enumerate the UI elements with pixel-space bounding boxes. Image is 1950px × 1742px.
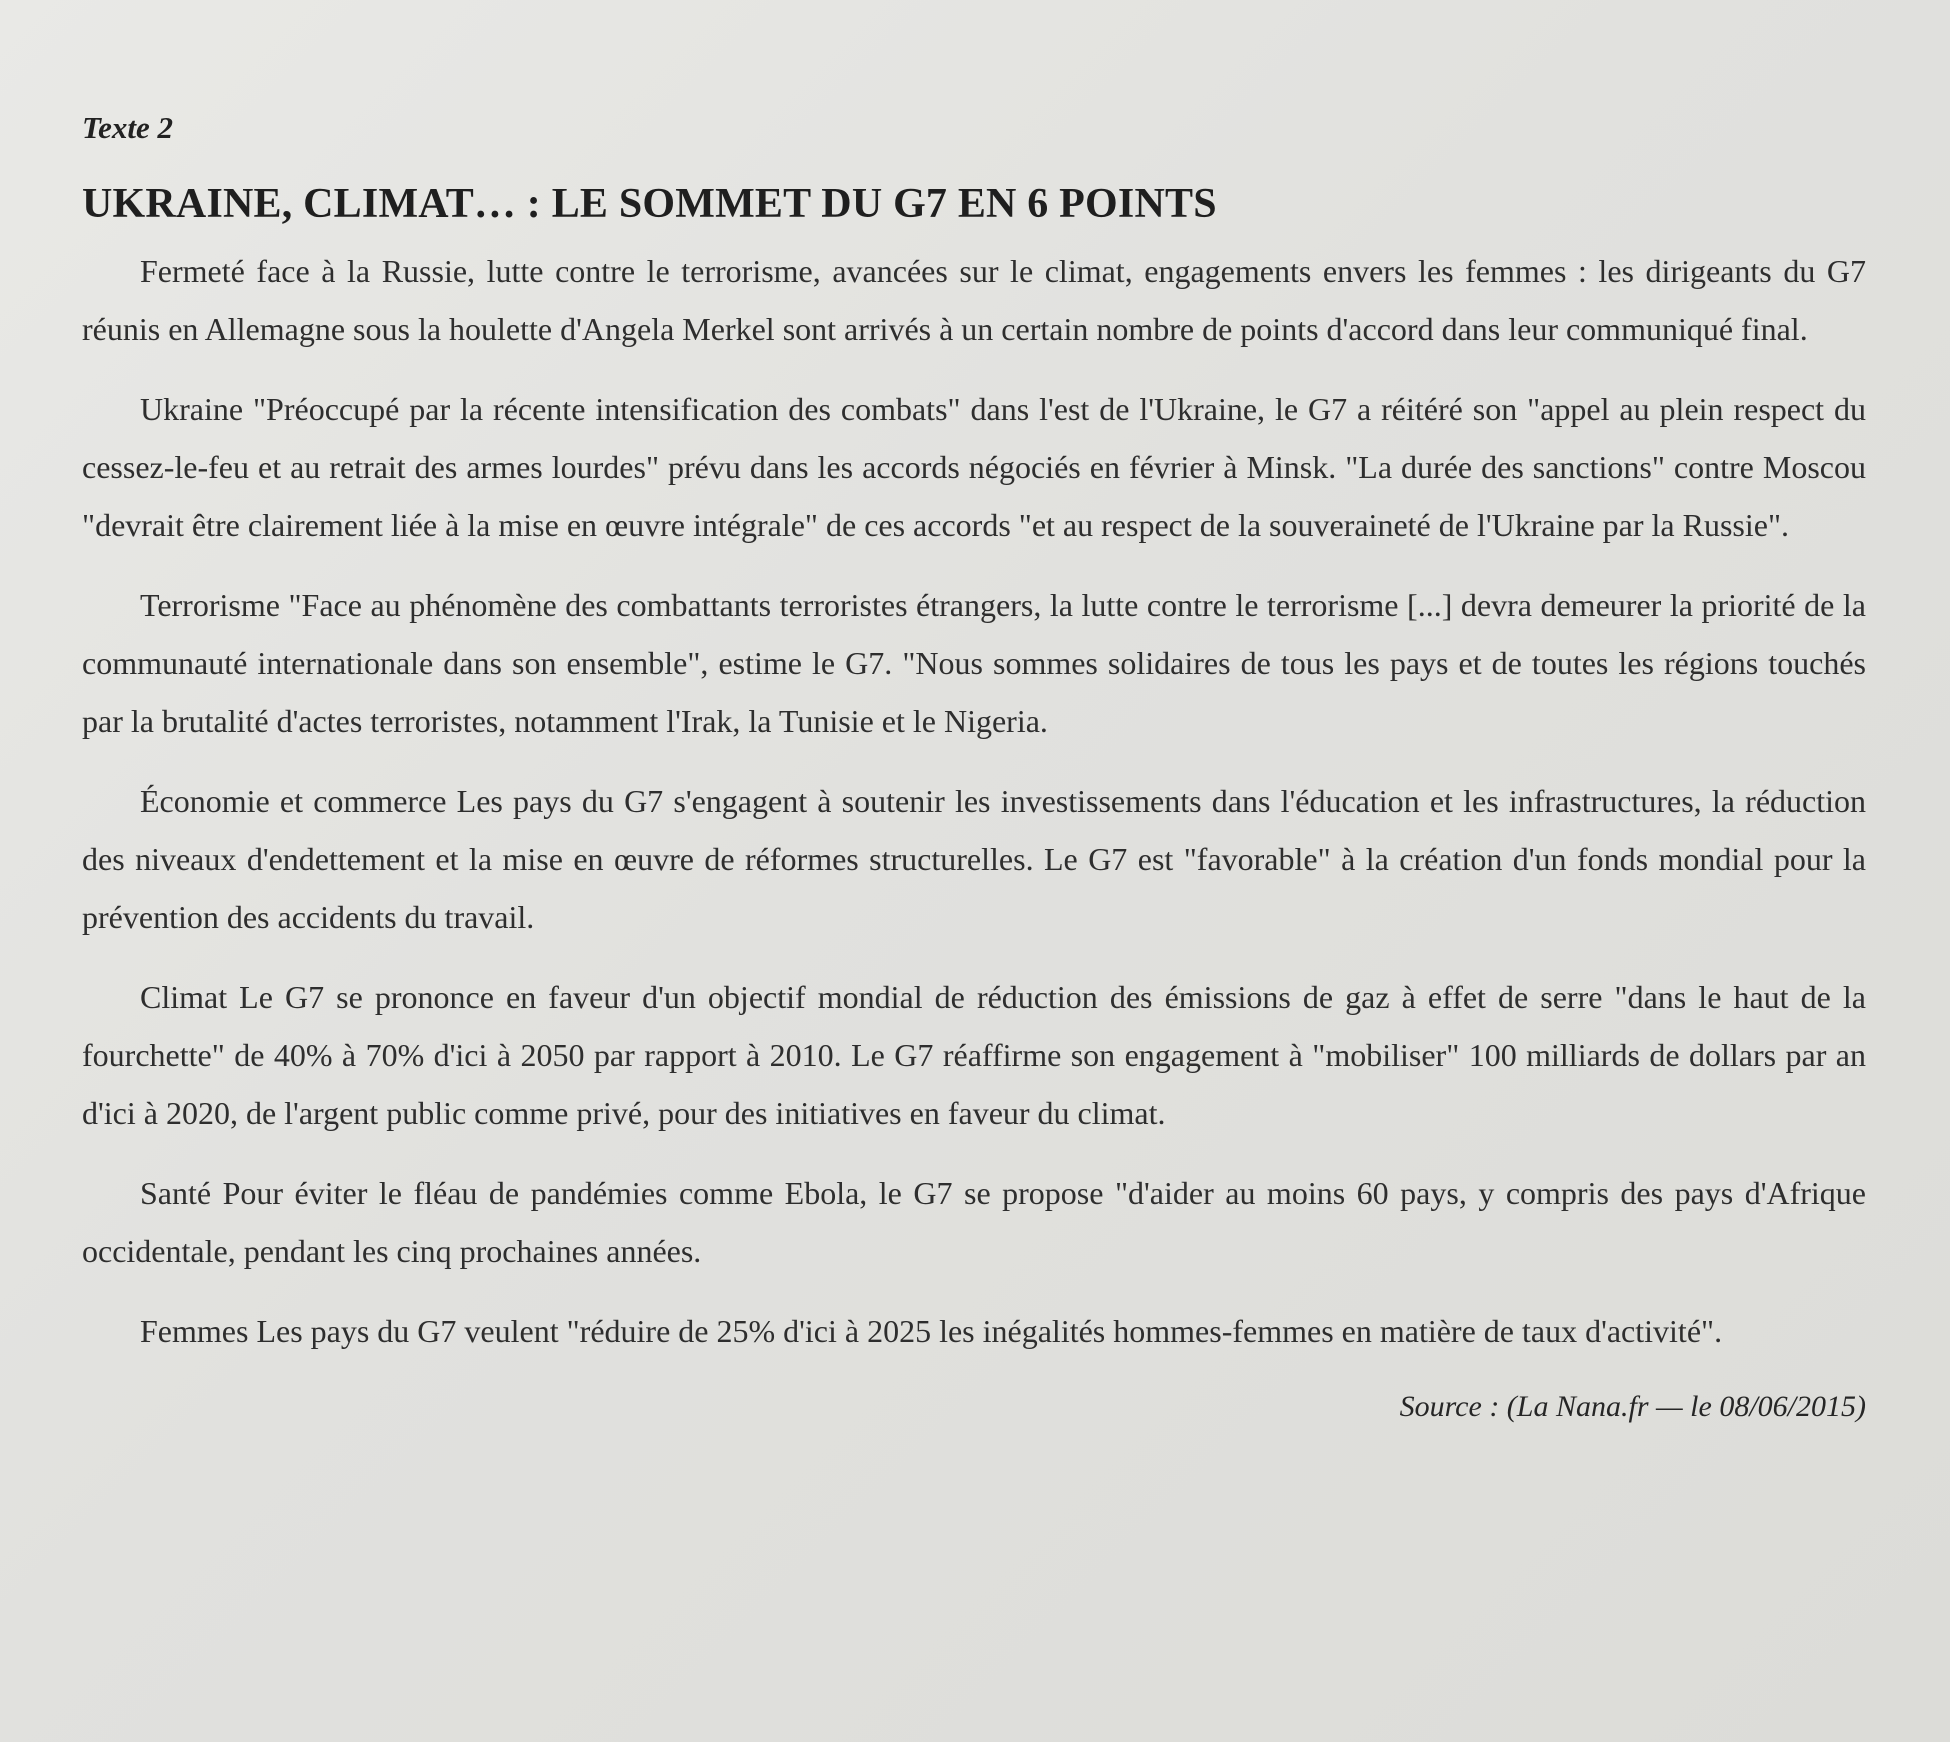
paragraph-sante: Santé Pour éviter le fléau de pandémies comme Ebola, le G7 se propose "d'aider au moins 60 pays, y compris des pays d'Afrique occidentale, pendant les cinq prochaines années. xyxy=(82,1175,1866,1269)
paragraph-ukraine: Ukraine "Préoccupé par la récente intensification des combats" dans l'est de l'Ukraine, le G7 a réitéré son "appel au plein respect du cessez-le-feu et au retrait des armes lourdes" prévu dans les accords négociés en février à Minsk. "La durée des sanctions" contre Moscou "devrait être clairement liée à la mise en œuvre intégrale" de ces accords "et au respect de la souveraineté de l'Ukraine par la Russie". xyxy=(82,391,1866,543)
paragraph-intro: Fermeté face à la Russie, lutte contre le terrorisme, avancées sur le climat, engagements envers les femmes : les dirigeants du G7 réunis en Allemagne sous la houlette d'Angela Merkel sont arrivés à un certain nombre de points d'accord dans leur communiqué final. xyxy=(82,253,1866,347)
paragraph-climat: Climat Le G7 se prononce en faveur d'un objectif mondial de réduction des émissions de gaz à effet de serre "dans le haut de la fourchette" de 40% à 70% d'ici à 2050 par rapport à 2010. Le G7 réaffirme son engagement à "mobiliser" 100 milliards de dollars par an d'ici à 2020, de l'argent public comme privé, pour des initiatives en faveur du climat. xyxy=(82,979,1866,1131)
document xyxy=(82,110,1866,1424)
source-citation: Source : (La Nana.fr — le 08/06/2015) xyxy=(1399,1390,1866,1423)
article-title: UKRAINE, CLIMAT… : LE SOMMET DU G7 EN 6 POINTS xyxy=(82,181,1217,227)
paragraph-economie: Économie et commerce Les pays du G7 s'engagent à soutenir les investissements dans l'éducation et les infrastructures, la réduction des niveaux d'endettement et la mise en œuvre de réformes structurelles. Le G7 est "favorable" à la création d'un fonds mondial pour la prévention des accidents du travail. xyxy=(82,783,1866,935)
paragraph-terrorisme: Terrorisme "Face au phénomène des combattants terroristes étrangers, la lutte contre le terrorisme [...] devra demeurer la priorité de la communauté internationale dans son ensemble", estime le G7. "Nous sommes solidaires de tous les pays et de toutes les régions touchés par la brutalité d'actes terroristes, notamment l'Irak, la Tunisie et le Nigeria. xyxy=(82,587,1866,739)
paragraph-femmes: Femmes Les pays du G7 veulent "réduire de 25% d'ici à 2025 les inégalités hommes-femmes en matière de taux d'activité". xyxy=(140,1313,1723,1349)
text-label: Texte 2 xyxy=(82,110,173,145)
